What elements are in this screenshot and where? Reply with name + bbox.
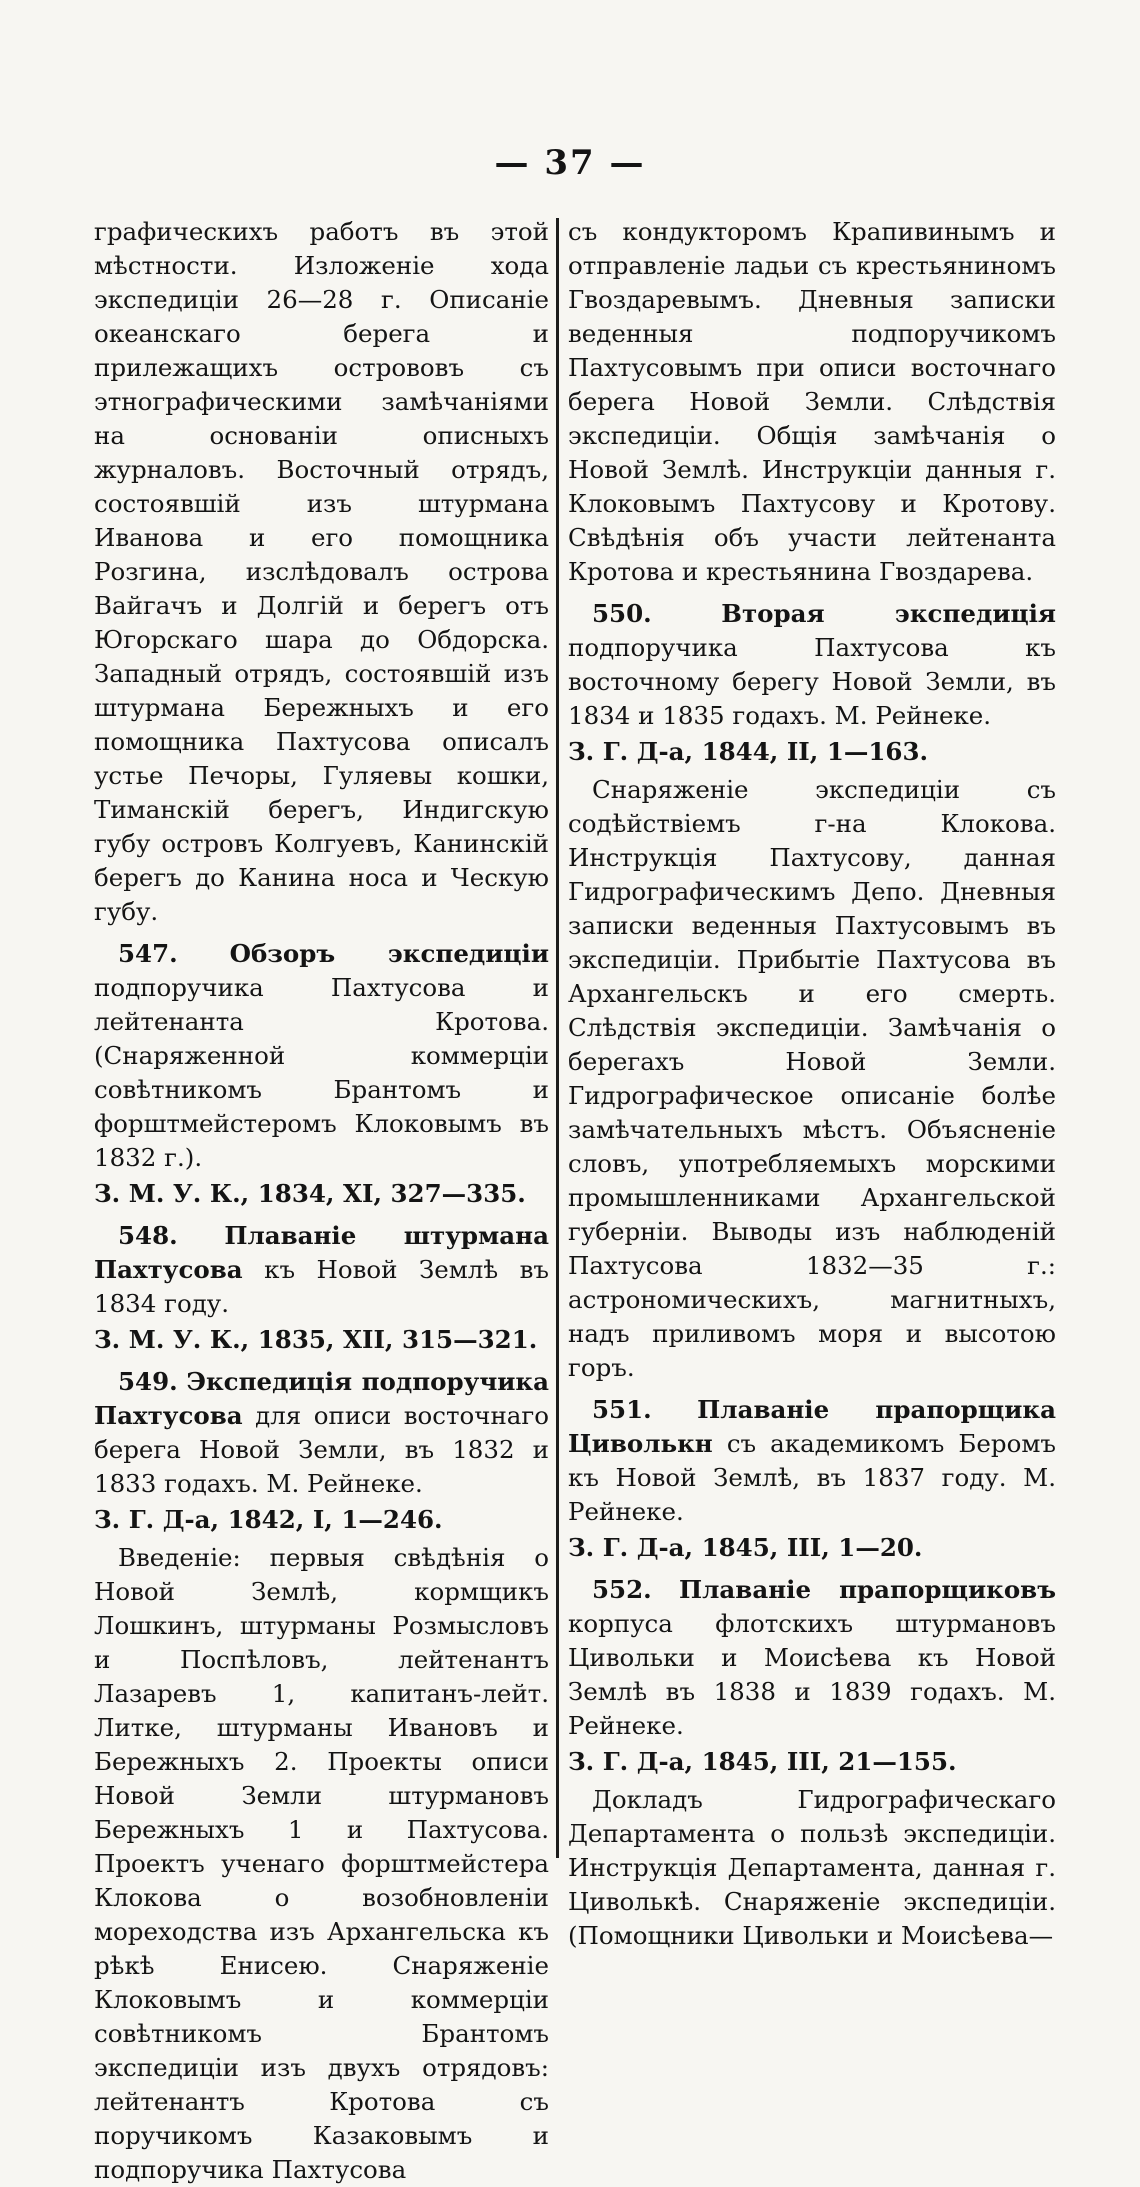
entry-title-rest: съ академикомъ Беромъ къ Новой Землѣ, въ 1837 году. М. Рейнеке. bbox=[568, 1429, 1057, 1526]
entry-title: Обзоръ экспедиціи bbox=[229, 939, 549, 968]
entry-source: З. Г. Д-а, 1845, III, 21—155. bbox=[568, 1747, 957, 1776]
entry-title: Вторая экспедиція bbox=[721, 599, 1056, 628]
entry-heading bbox=[568, 1393, 1056, 1529]
continuation-text: графическихъ работъ въ этой мѣстности. Изложеніе хода экспедиціи 26—28 г. Описаніе океанскаго берега и прилежащихъ острововъ съ этнографическими замѣчаніями на основаніи описныхъ журналовъ. Восточный отрядъ, состоявшій изъ штурмана Иванова и его помощника Розгина, изслѣдовалъ острова Вайгачъ и Долгій и берегъ отъ Югорскаго шара до Обдорска. Западный отрядъ, состоявшій изъ штурмана Бережныхъ и его помощника Пахтусова описалъ устье Печоры, Гуляевы кошки, Тиманскій берегъ, Индигскую губу островъ Колгуевъ, Канинскій берегъ до Канина носа и Ческую губу. bbox=[94, 217, 549, 926]
entry-number: 547. bbox=[118, 939, 178, 968]
entry-title: Плаваніе штурмана Пахтусова bbox=[94, 1221, 549, 1284]
left-column bbox=[94, 215, 549, 2187]
entry-title: Экспедиція подпоручика Пахтусова bbox=[94, 1367, 549, 1430]
entry-552 bbox=[568, 1573, 1056, 1953]
entry-title-rest: подпоручика Пахтусова и лейтенанта Кротова. (Снаряженной коммерціи совѣтникомъ Брантомъ и форштмейстеромъ Клоковымъ въ 1832 г.). bbox=[94, 973, 549, 1172]
entry-source: З. М. У. К., 1834, XI, 327—335. bbox=[94, 1179, 526, 1208]
entry-number: 551. bbox=[592, 1395, 652, 1424]
entry-heading bbox=[94, 1219, 549, 1321]
entry-title: Плаваніе прапорщика Циволькн bbox=[568, 1395, 1056, 1458]
entry-number: 548. bbox=[118, 1221, 178, 1250]
entry-547 bbox=[94, 937, 549, 1211]
continuation-text: съ кондукторомъ Крапивинымъ и отправленіе ладьи съ крестьяниномъ Гвоздаревымъ. Дневныя записки веденныя подпоручикомъ Пахтусовымъ при описи восточнаго берега Новой Земли. Слѣдствія экспедиціи. Общія замѣчанія о Новой Землѣ. Инструкціи данныя г. Клоковымъ Пахтусову и Кротову. Свѣдѣнія объ участи лейтенанта Кротова и крестьянина Гвоздарева. bbox=[568, 217, 1056, 586]
page-number: — 37 — bbox=[494, 143, 646, 183]
entry-550 bbox=[568, 597, 1056, 1385]
entry-title-rest: къ Новой Землѣ въ 1834 году. bbox=[94, 1255, 549, 1318]
entry-source: З. Г. Д-а, 1844, II, 1—163. bbox=[568, 737, 929, 766]
column-divider bbox=[556, 218, 559, 1858]
entry-number: 549. bbox=[118, 1367, 178, 1396]
entry-source: З. Г. Д-а, 1842, I, 1—246. bbox=[94, 1505, 443, 1534]
entry-number: 550. bbox=[592, 599, 652, 628]
entry-549 bbox=[94, 1365, 549, 2187]
right-column bbox=[568, 215, 1056, 1953]
entry-heading bbox=[94, 937, 549, 1175]
entry-source: З. М. У. К., 1835, XII, 315—321. bbox=[94, 1325, 538, 1354]
entry-title: Плаваніе прапорщиковъ bbox=[679, 1575, 1056, 1604]
entry-annotation: Снаряженіе экспедиціи съ содѣйствіемъ г-на Клокова. Инструкція Пахтусову, данная Гидрографическимъ Депо. Дневныя записки веденныя Пахтусовымъ въ экспедиціи. Прибытіе Пахтусова въ Архангельскъ и его смерть. Слѣдствія экспедиціи. Замѣчанія о берегахъ Новой Земли. Гидрографическое описаніе болѣе замѣчательныхъ мѣстъ. Объясненіе словъ, употребляемыхъ морскими промышленниками Архангельской губерніи. Выводы изъ наблюденій Пахтусова 1832—35 г.: астрономическихъ, магнитныхъ, надъ приливомъ моря и высотою горъ. bbox=[568, 775, 1056, 1382]
entry-title-rest: подпоручика Пахтусова къ восточному берегу Новой Земли, въ 1834 и 1835 годахъ. М. Рейнеке. bbox=[568, 633, 1056, 730]
entry-title-rest: корпуса флотскихъ штурмановъ Цивольки и Моисѣева къ Новой Землѣ въ 1838 и 1839 годахъ. М. Рейнеке. bbox=[568, 1609, 1056, 1740]
entry-548 bbox=[94, 1219, 549, 1357]
entry-heading bbox=[568, 597, 1056, 733]
entry-annotation: Докладъ Гидрографическаго Департамента о пользѣ экспедиціи. Инструкція Департамента, данная г. Циволькѣ. Снаряженіе экспедиціи. (Помощники Цивольки и Моисѣева— bbox=[568, 1785, 1056, 1950]
entry-number: 552. bbox=[592, 1575, 652, 1604]
entry-heading bbox=[94, 1365, 549, 1501]
entry-heading bbox=[568, 1573, 1056, 1743]
entry-source: З. Г. Д-а, 1845, III, 1—20. bbox=[568, 1533, 923, 1562]
entry-551 bbox=[568, 1393, 1056, 1565]
entry-title-rest: для описи восточнаго берега Новой Земли, въ 1832 и 1833 годахъ. М. Рейнеке. bbox=[94, 1401, 549, 1498]
entry-annotation: Введеніе: первыя свѣдѣнія о Новой Землѣ, кормщикъ Лошкинъ, штурманы Розмысловъ и Поспѣловъ, лейтенантъ Лазаревъ 1, капитанъ-лейт. Литке, штурманы Ивановъ и Бережныхъ 2. Проекты описи Новой Земли штурмановъ Бережныхъ 1 и Пахтусова. Проектъ ученаго форштмейстера Клокова о возобновленіи мореходства изъ Архангельска къ рѣкѣ Енисею. Снаряженіе Клоковымъ и коммерціи совѣтникомъ Брантомъ экспедиціи изъ двухъ отрядовъ: лейтенантъ Кротова съ поручикомъ Казаковымъ и подпоручика Пахтусова bbox=[94, 1543, 549, 2184]
